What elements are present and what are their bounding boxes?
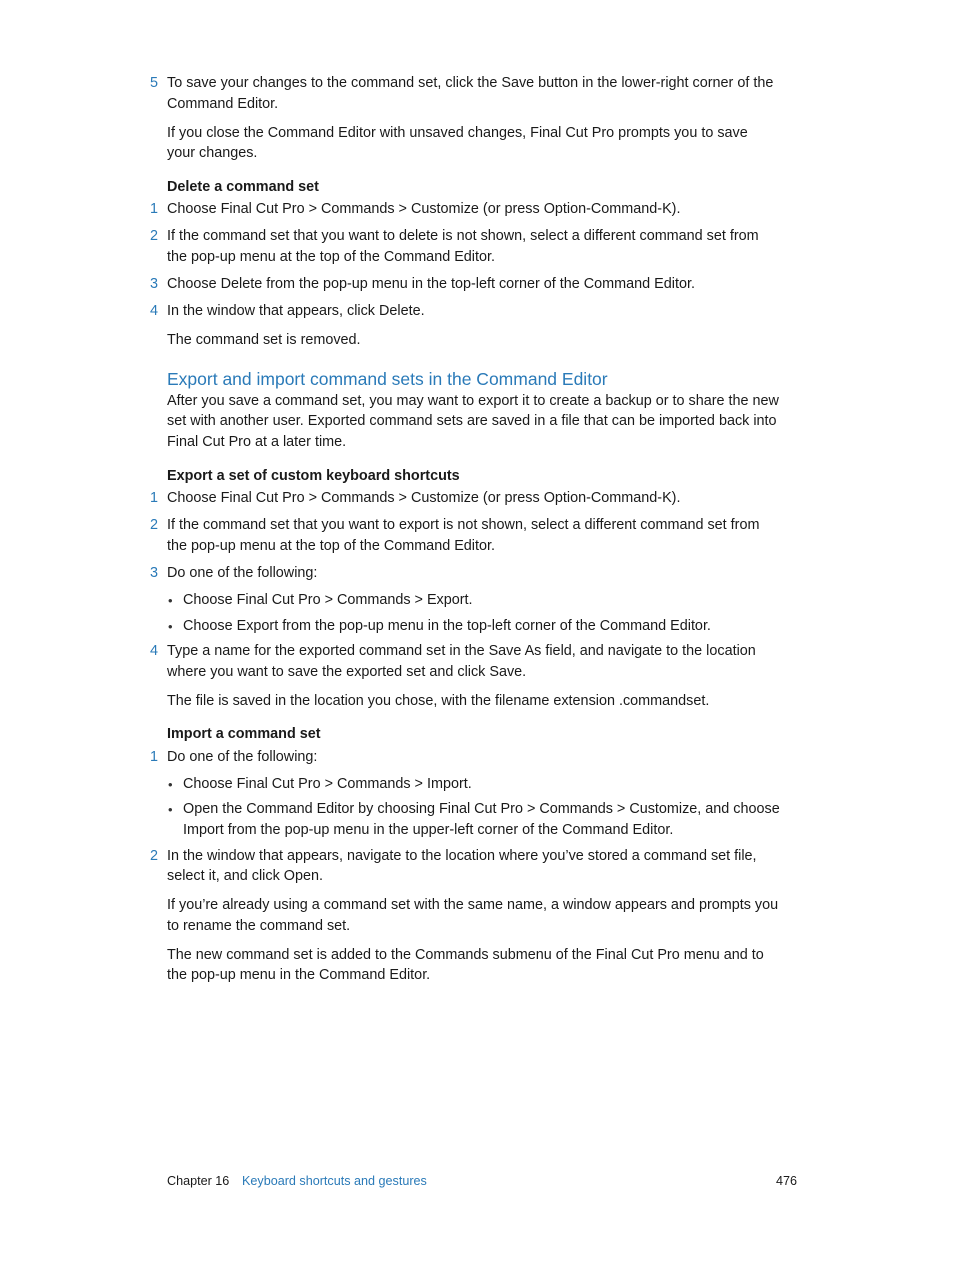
step-text: the pop-up menu at the top of the Command Editor. (167, 249, 495, 265)
intro-text: set with another user. Exported command sets are saved in a file that can be imported back into (167, 413, 777, 429)
note-text: your changes. (167, 145, 258, 161)
bullet-dot: • (168, 593, 173, 608)
bullet-text: Choose Final Cut Pro > Commands > Import. (183, 776, 472, 792)
intro-text: After you save a command set, you may want to export it to create a backup or to share the new (167, 393, 779, 409)
bullet-text: Open the Command Editor by choosing Final Cut Pro > Commands > Customize, and choose (183, 801, 780, 817)
result-text: The command set is removed. (167, 332, 361, 348)
step-text: Command Editor. (167, 96, 279, 112)
bullet-dot: • (168, 802, 173, 817)
step-text: In the window that appears, click Delete. (167, 303, 425, 319)
bullet-text: Import from the pop-up menu in the upper-left corner of the Command Editor. (183, 822, 674, 838)
step-text: To save your changes to the command set, click the Save button in the lower-right corner of the (167, 75, 774, 91)
step-text: Choose Final Cut Pro > Commands > Customize (or press Option-Command-K). (167, 201, 681, 217)
step-number: 4 (149, 643, 158, 659)
step-text: Do one of the following: (167, 565, 318, 581)
step-text: Choose Final Cut Pro > Commands > Customize (or press Option-Command-K). (167, 490, 681, 506)
step-number: 1 (149, 749, 158, 765)
subheading-import: Import a command set (167, 726, 321, 742)
intro-text: Final Cut Pro at a later time. (167, 434, 347, 450)
step-number: 2 (149, 228, 158, 244)
step-number: 5 (149, 75, 158, 91)
step-text: Do one of the following: (167, 749, 318, 765)
footer-chapter: Chapter 16 (167, 1174, 230, 1188)
step-text: the pop-up menu at the top of the Command Editor. (167, 538, 495, 554)
step-text: Type a name for the exported command set in the Save As field, and navigate to the location (167, 643, 756, 659)
step-number: 4 (149, 303, 158, 319)
step-text: select it, and click Open. (167, 868, 323, 884)
bullet-text: Choose Final Cut Pro > Commands > Export. (183, 592, 473, 608)
note-text: the pop-up menu in the Command Editor. (167, 967, 431, 983)
note-text: to rename the command set. (167, 918, 351, 934)
note-text: The new command set is added to the Commands submenu of the Final Cut Pro menu and to (167, 947, 764, 963)
note-text: If you’re already using a command set with the same name, a window appears and prompts you (167, 897, 779, 913)
subheading-export: Export a set of custom keyboard shortcuts (167, 468, 460, 484)
step-text: If the command set that you want to export is not shown, select a different command set from (167, 517, 760, 533)
note-text: If you close the Command Editor with unsaved changes, Final Cut Pro prompts you to save (167, 125, 748, 141)
step-number: 3 (149, 276, 158, 292)
bullet-dot: • (168, 619, 173, 634)
subheading-delete: Delete a command set (167, 179, 319, 195)
page-number: 476 (776, 1174, 798, 1188)
step-number: 1 (149, 201, 158, 217)
step-number: 1 (149, 490, 158, 506)
step-text: If the command set that you want to delete is not shown, select a different command set from (167, 228, 759, 244)
bullet-text: Choose Export from the pop-up menu in the top-left corner of the Command Editor. (183, 618, 711, 634)
step-text: In the window that appears, navigate to the location where you’ve stored a command set file, (167, 848, 757, 864)
section-heading: Export and import command sets in the Command Editor (167, 369, 608, 389)
step-text: where you want to save the exported set and click Save. (167, 664, 527, 680)
footer-chapter-title[interactable]: Keyboard shortcuts and gestures (242, 1174, 427, 1188)
step-number: 2 (149, 517, 158, 533)
result-text: The file is saved in the location you chose, with the filename extension .commandset. (167, 693, 710, 709)
step-number: 2 (149, 848, 158, 864)
step-number: 3 (149, 565, 158, 581)
step-text: Choose Delete from the pop-up menu in the top-left corner of the Command Editor. (167, 276, 695, 292)
bullet-dot: • (168, 777, 173, 792)
